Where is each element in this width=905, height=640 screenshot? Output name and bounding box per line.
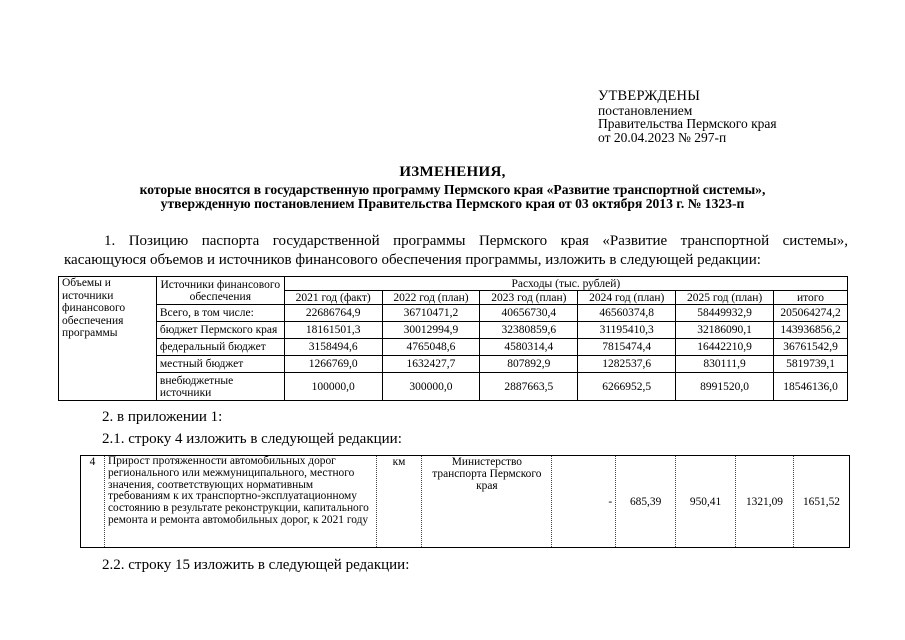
table-cell: 1632427,7 [382, 356, 480, 373]
table-cell: 36761542,9 [774, 339, 848, 356]
year-header: 2025 год (план) [676, 291, 774, 305]
total-header: итого [774, 291, 848, 305]
table-cell: 16442210,9 [676, 339, 774, 356]
indicator-description: Прирост протяженности автомобильных дорог регионального или межмуниципального, местного значения, соответствующих нормативным требованиям к их транспортно-эксплуатационному состоянию в результате реконструкции, капитального ремонта и ремонта автомобильных дорог, к 2021 году [104, 456, 376, 548]
table-cell: 30012994,9 [382, 322, 480, 339]
source-label: Всего, в том числе: [156, 305, 284, 322]
table-cell: 1651,52 [793, 456, 849, 548]
year-header: 2022 год (план) [382, 291, 480, 305]
table-cell: 830111,9 [676, 356, 774, 373]
finance-table [58, 276, 848, 401]
document-subtitle [0, 183, 905, 211]
table-cell: 31195410,3 [578, 322, 676, 339]
paragraph-line: касающуюся объемов и источников финансового обеспечения программы, изложить в следующей редакции: [64, 252, 761, 268]
responsible-cell: Министерство транспорта Пермского края [422, 456, 552, 548]
subtitle-line: которые вносятся в государственную программу Пермского края «Развитие транспортной системы», [139, 182, 766, 197]
table-cell: 6266952,5 [578, 373, 676, 401]
table-cell: 1321,09 [736, 456, 794, 548]
table-cell: 18161501,3 [284, 322, 382, 339]
subtitle-line: утвержденную постановлением Правительства Пермского края от 03 октября 2013 г. № 1323-п [160, 196, 745, 211]
table-cell: 32380859,6 [480, 322, 578, 339]
table-cell: 1266769,0 [284, 356, 382, 373]
year-header: 2024 год (план) [578, 291, 676, 305]
table-cell: 807892,9 [480, 356, 578, 373]
paragraph-line: 1. Позицию паспорта государственной программы Пермского края «Развитие транспортной системы», [104, 233, 848, 249]
table-cell: 300000,0 [382, 373, 480, 401]
table-cell: 58449932,9 [676, 305, 774, 322]
approval-line: Правительства Пермского края [598, 116, 777, 131]
table-cell: 4580314,4 [480, 339, 578, 356]
table-cell: 46560374,8 [578, 305, 676, 322]
paragraph-2: 2. в приложении 1: [102, 409, 223, 425]
table-cell: 143936856,2 [774, 322, 848, 339]
table-cell: 18546136,0 [774, 373, 848, 401]
approval-line: постановлением [598, 102, 693, 118]
table-cell: 100000,0 [284, 373, 382, 401]
year-header: 2023 год (план) [480, 291, 578, 305]
table-cell: 3158494,6 [284, 339, 382, 356]
table-cell: - [552, 456, 616, 548]
paragraph-2-1: 2.1. строку 4 изложить в следующей редакции: [102, 431, 402, 447]
table-cell: 4765048,6 [382, 339, 480, 356]
table-cell: 685,39 [616, 456, 676, 548]
row-header: Объемы и источники финансового обеспечения программы [59, 277, 157, 401]
table-cell: 205064274,2 [774, 305, 848, 322]
document-title: ИЗМЕНЕНИЯ, [399, 164, 506, 180]
table-cell: 2887663,5 [480, 373, 578, 401]
col-sources: Источники финансового обеспечения [156, 277, 284, 305]
paragraph-1 [64, 232, 848, 270]
approval-heading: УТВЕРЖДЕНЫ [598, 88, 701, 104]
table-cell: 1282537,6 [578, 356, 676, 373]
table-cell: 5819739,1 [774, 356, 848, 373]
table-cell: 7815474,4 [578, 339, 676, 356]
table-cell: 950,41 [676, 456, 736, 548]
approval-date: от 20.04.2023 № 297-п [598, 129, 727, 145]
table-cell: 8991520,0 [676, 373, 774, 401]
indicator-row-table [80, 455, 850, 548]
table-cell: 22686764,9 [284, 305, 382, 322]
source-label: федеральный бюджет [156, 339, 284, 356]
table-cell: 36710471,2 [382, 305, 480, 322]
year-header: 2021 год (факт) [284, 291, 382, 305]
source-label: бюджет Пермского края [156, 322, 284, 339]
approval-block [598, 90, 777, 144]
source-label: местный бюджет [156, 356, 284, 373]
col-group: Расходы (тыс. рублей) [284, 277, 847, 291]
paragraph-2-2: 2.2. строку 15 изложить в следующей редакции: [102, 557, 410, 573]
source-label: внебюджетные источники [156, 373, 284, 401]
unit-cell: км [376, 456, 422, 548]
table-cell: 32186090,1 [676, 322, 774, 339]
row-number: 4 [81, 456, 105, 548]
table-cell: 40656730,4 [480, 305, 578, 322]
